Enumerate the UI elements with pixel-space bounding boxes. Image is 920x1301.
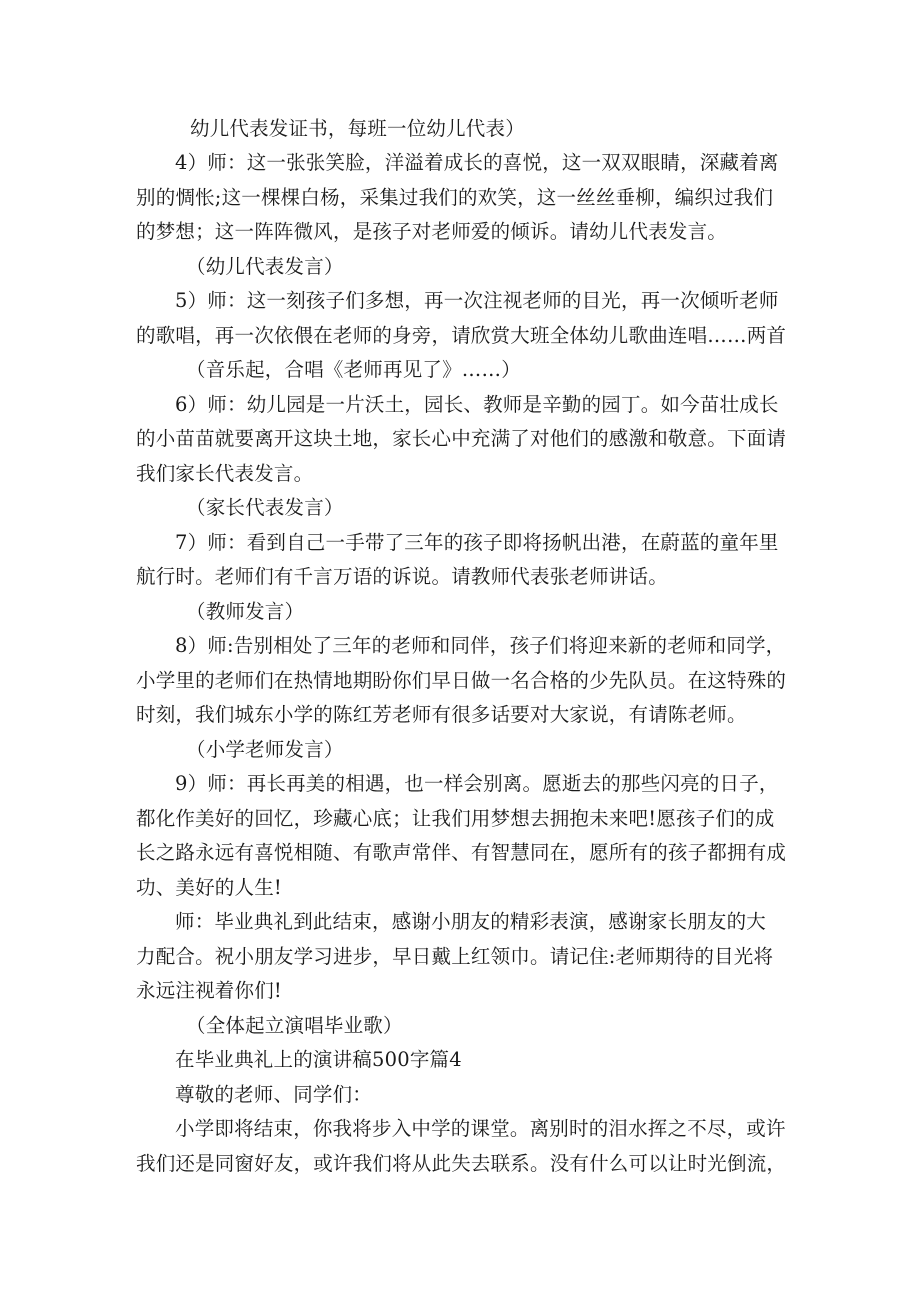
paragraph-line: 都化作美好的回忆，珍藏心底；让我们用梦想去拥抱未来吧!愿孩子们的成 (136, 807, 775, 830)
paragraph-line: （小学老师发言） (186, 738, 344, 761)
paragraph-line: 我们家长代表发言。 (136, 462, 314, 485)
paragraph-line: （全体起立演唱毕业歌） (186, 1014, 403, 1037)
paragraph-line: （家长代表发言） (186, 496, 344, 519)
paragraph-line: 功、美好的人生! (136, 876, 282, 899)
paragraph-line: 的小苗苗就要离开这块土地，家长心中充满了对他们的感激和敬意。下面请 (136, 427, 787, 450)
paragraph-line: 别的惆怅;这一棵棵白杨，采集过我们的欢笑，这一丝丝垂柳，编织过我们 (136, 186, 774, 209)
paragraph-line: 9）师：再长再美的相遇，也一样会别离。愿逝去的那些闪亮的日子， (175, 772, 779, 795)
paragraph-line: 我们还是同窗好友，或许我们将从此失去联系。没有什么可以让时光倒流， (136, 1152, 787, 1175)
paragraph-line: （教师发言） (186, 600, 305, 623)
paragraph-line: （幼儿代表发言） (186, 255, 344, 278)
paragraph-line: 力配合。祝小朋友学习进步，早日戴上红领巾。请记住:老师期待的目光将 (136, 945, 774, 968)
paragraph-line: 小学里的老师们在热情地期盼你们早日做一名合格的少先队员。在这特殊的 (136, 669, 787, 692)
paragraph-line: 的梦想；这一阵阵微风，是孩子对老师爱的倾诉。请幼儿代表发言。 (136, 220, 728, 243)
paragraph-line: 6）师：幼儿园是一片沃土，园长、教师是辛勤的园丁。如今苗壮成长 (175, 393, 779, 416)
paragraph-line: 小学即将结束，你我将步入中学的课堂。离别时的泪水挥之不尽，或许 (175, 1117, 786, 1140)
paragraph-line: 时刻，我们城东小学的陈红芳老师有很多话要对大家说，有请陈老师。 (136, 703, 747, 726)
paragraph-line: 永远注视着你们! (136, 979, 282, 1002)
paragraph-line: 的歌唱，再一次依偎在老师的身旁，请欣赏大班全体幼儿歌曲连唱……两首 (136, 324, 787, 347)
paragraph-line: 8）师:告别相处了三年的老师和同伴，孩子们将迎来新的老师和同学， (175, 634, 786, 657)
paragraph-line: 师：毕业典礼到此结束，感谢小朋友的精彩表演，感谢家长朋友的大 (175, 910, 767, 933)
paragraph-line: 幼儿代表发证书，每班一位幼儿代表） (190, 117, 525, 140)
paragraph-line: 5）师：这一刻孩子们多想，再一次注视老师的目光，再一次倾听老师 (175, 289, 779, 312)
paragraph-line: 7）师：看到自己一手带了三年的孩子即将扬帆出港，在蔚蓝的童年里 (175, 531, 779, 554)
paragraph-line: 长之路永远有喜悦相随、有歌声常伴、有智慧同在，愿所有的孩子都拥有成 (136, 841, 787, 864)
salutation: 尊敬的老师、同学们： (175, 1083, 373, 1106)
paragraph-line: 4）师：这一张张笑脸，洋溢着成长的喜悦，这一双双眼睛，深藏着离 (175, 151, 779, 174)
section-heading: 在毕业典礼上的演讲稿500字篇4 (175, 1048, 462, 1071)
paragraph-line: 航行时。老师们有千言万语的诉说。请教师代表张老师讲话。 (136, 565, 668, 588)
paragraph-line: （音乐起，合唱《老师再见了》……） (186, 358, 521, 381)
